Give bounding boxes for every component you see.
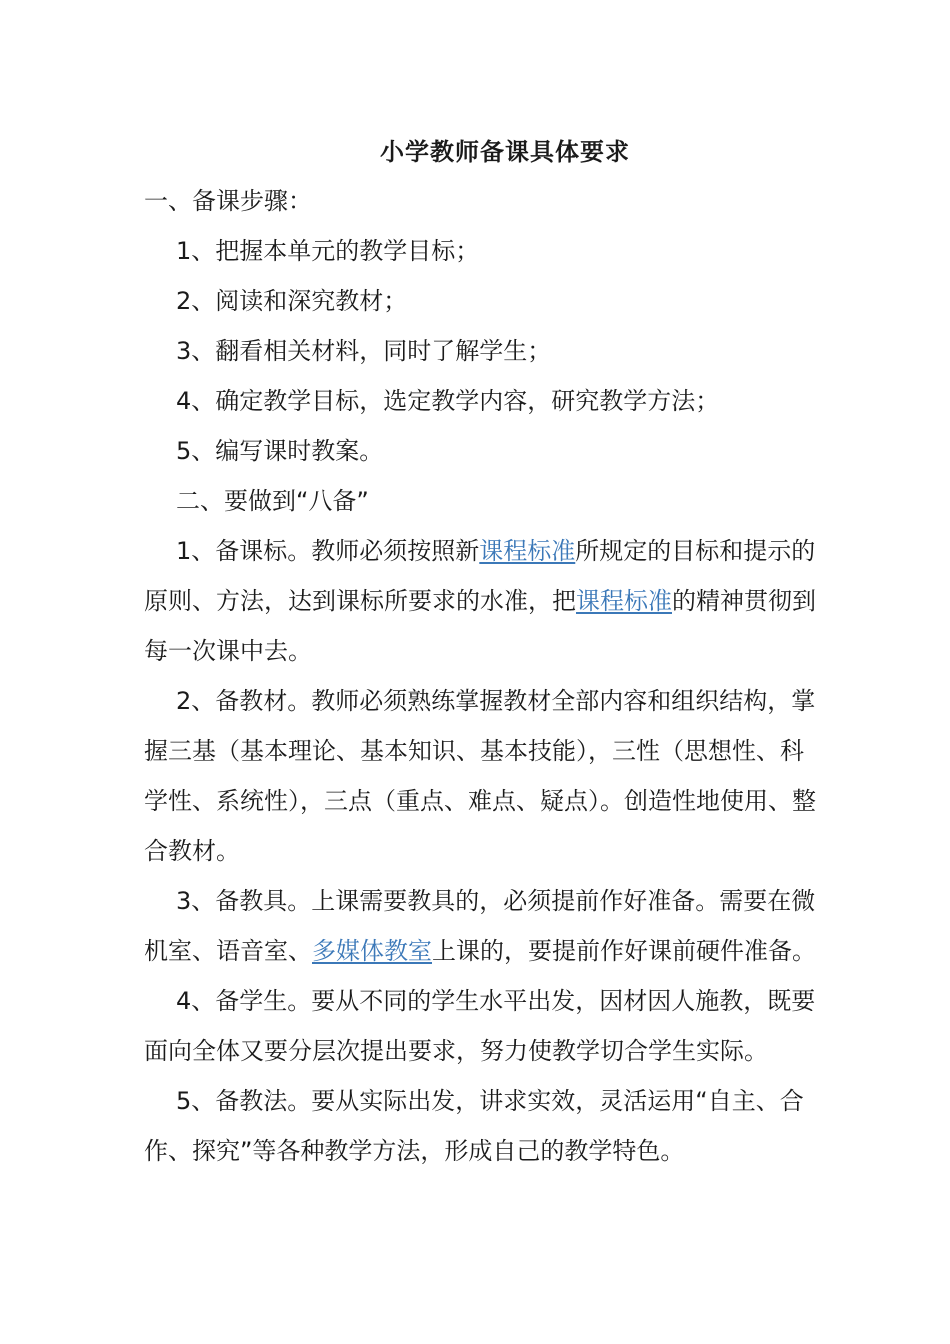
step-item-2: 2、阅读和深究教材； bbox=[176, 287, 408, 315]
step-item-4: 4、确定教学目标，选定教学内容，研究教学方法； bbox=[176, 387, 720, 415]
step-item-1: 1、把握本单元的教学目标； bbox=[176, 237, 480, 265]
curriculum-standard-link[interactable]: 课程标准 bbox=[576, 587, 672, 615]
section2-heading: 二、要做到“八备” bbox=[176, 487, 369, 515]
document-body bbox=[144, 176, 824, 1176]
step-item-5: 5、编写课时教案。 bbox=[176, 437, 384, 465]
paragraph-curriculum bbox=[144, 526, 824, 676]
paragraph-students: 4、备学生。要从不同的学生水平出发，因材因人施教，既要面向全体又要分层次提出要求，努力使教学切合学生实际。 bbox=[144, 987, 816, 1065]
paragraph-text: 的精神贯彻到每一次课中去。 bbox=[144, 587, 816, 665]
paragraph-text: 1、备课标。教师必须按照新 bbox=[176, 537, 480, 565]
paragraph-text: 3、备教具。上课需要教具的，必须提前作好准备。需要在微机室、语音室、 bbox=[144, 887, 816, 965]
curriculum-standard-link[interactable]: 课程标准 bbox=[479, 537, 576, 565]
paragraph-teaching-aids bbox=[144, 876, 824, 976]
paragraph-methods: 5、备教法。要从实际出发，讲求实效，灵活运用“自主、合作、探究”等各种教学方法，形成自己的教学特色。 bbox=[144, 1087, 804, 1165]
step-item-3: 3、翻看相关材料，同时了解学生； bbox=[176, 337, 552, 365]
paragraph-text: 上课的，要提前作好课前硬件准备。 bbox=[432, 937, 816, 965]
section1-heading: 一、备课步骤： bbox=[144, 187, 312, 215]
paragraph-textbook: 2、备教材。教师必须熟练掌握教材全部内容和组织结构，掌握三基（基本理论、基本知识、基本技能），三性（思想性、科学性、系统性），三点（重点、难点、疑点）。创造性地使用、整合教材。 bbox=[144, 687, 816, 865]
document-title: 小学教师备课具体要求 bbox=[380, 138, 630, 166]
paragraph-text: 所规定的目标和提示的原则、方法，达到课标所要求的水准，把 bbox=[144, 537, 816, 615]
multimedia-classroom-link[interactable]: 多媒体教室 bbox=[312, 937, 432, 965]
